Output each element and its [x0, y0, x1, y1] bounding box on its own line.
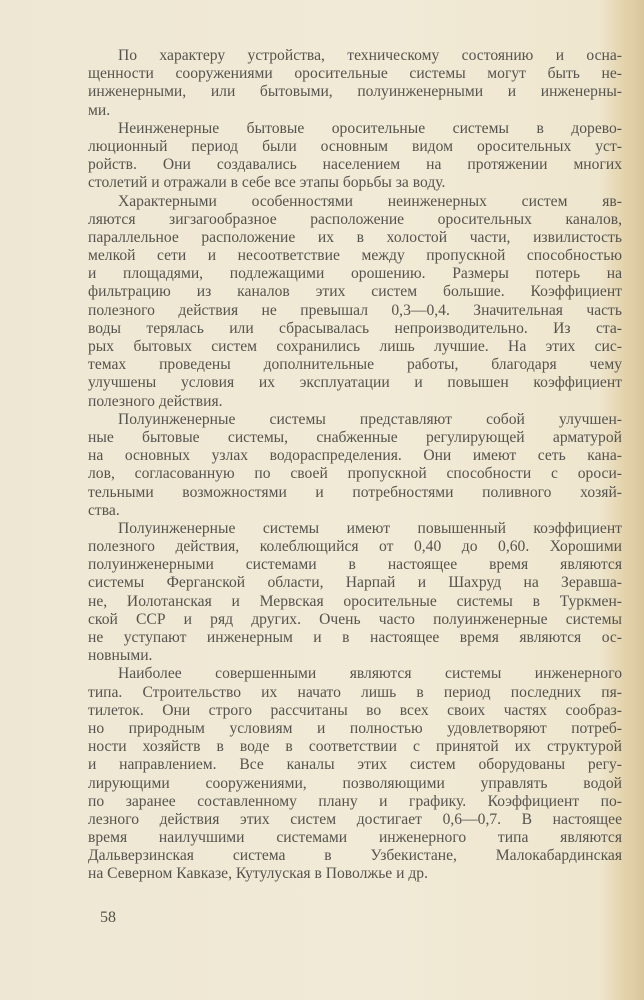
text-line: воды терялась или сбрасывалась непроизводительно. Из ста-	[88, 319, 622, 337]
paragraph	[88, 520, 622, 666]
text-line: инженерными, или бытовыми, полуинженерными и инженерны-	[88, 83, 622, 101]
text-line: ми.	[88, 101, 111, 119]
text-line: тилеток. Они строго рассчитаны во всех своих частях сообраз-	[88, 701, 622, 719]
text-line: на основных узлах водораспределения. Они имеют сеть кана-	[88, 447, 622, 465]
text-line: Наиболее совершенными являются системы инженерного	[118, 665, 622, 683]
text-line: полезного действия не превышал 0,3—0,4. Значительная часть	[88, 301, 622, 319]
text-line: столетий и отражали в себе все этапы борьбы за воду.	[88, 174, 446, 192]
text-line: по заранее составленному плану и графику. Коэффициент по-	[88, 792, 622, 810]
text-line: новными.	[88, 647, 153, 665]
body-text	[88, 47, 622, 884]
paragraph	[88, 47, 622, 120]
text-line: тельными возможностями и потребностями поливного хозяй-	[88, 483, 622, 501]
text-line: улучшены условия их эксплуатации и повышен коэффициент	[88, 374, 622, 392]
text-line: Дальверзинская система в Узбекистане, Малокабардинская	[88, 847, 622, 865]
text-line: ства.	[88, 501, 120, 519]
text-line: По характеру устройства, техническому состоянию и осна-	[118, 47, 622, 64]
text-line: полезного действия.	[88, 392, 223, 410]
text-line: ляются зигзагообразное расположение оросительных каналов,	[88, 210, 622, 228]
text-line: полуинженерными системами в настоящее время являются	[88, 556, 622, 574]
text-line: на Северном Кавказе, Кутулуская в Поволжье и др.	[88, 865, 429, 883]
text-line: Характерными особенностями неинженерных систем яв-	[118, 192, 622, 210]
text-line: ройств. Они создавались населением на протяжении многих	[88, 156, 622, 174]
text-line: не, Иолотанская и Мервская оросительные системы в Туркмен-	[88, 592, 622, 610]
paragraph	[88, 193, 622, 411]
text-line: ской ССР и ряд других. Очень часто полуинженерные системы	[88, 610, 622, 628]
text-line: Неинженерные бытовые оросительные системы в дорево-	[118, 119, 622, 137]
text-line: Полуинженерные системы представляют собой улучшен-	[118, 410, 622, 428]
text-line: и направлением. Все каналы этих систем оборудованы регу-	[88, 756, 622, 774]
text-line: щенности сооружениями оросительные системы могут быть не-	[88, 65, 622, 83]
text-line: не уступают инженерным и в настоящее время являются ос-	[88, 629, 622, 646]
page-number: 58	[100, 909, 116, 926]
text-line: типа. Строительство их начато лишь в период последних пя-	[88, 683, 622, 701]
text-line: Полуинженерные системы имеют повышенный коэффициент	[118, 519, 622, 537]
text-line: люционный период были основным видом оросительных уст-	[88, 137, 622, 155]
text-line: ности хозяйств в воде в соответствии с принятой их структурой	[88, 738, 622, 756]
text-line: лов, согласованную по своей пропускной способности с ороси-	[88, 465, 622, 483]
text-line: фильтрацию из каналов этих систем большие. Коэффициент	[88, 283, 622, 301]
paragraph	[88, 411, 622, 520]
text-line: лезного действия этих систем достигает 0,6—0,7. В настоящее	[88, 810, 622, 828]
text-line: но природным условиям и полностью удовлетворяют потреб-	[88, 719, 622, 737]
text-line: время наилучшими системами инженерного типа являются	[88, 829, 622, 847]
text-line: мелкой сети и несоответствие между пропускной способностью	[88, 247, 622, 265]
paragraph	[88, 665, 622, 883]
text-line: ные бытовые системы, снабженные регулирующей арматурой	[88, 428, 622, 446]
text-line: темах проведены дополнительные работы, благодаря чему	[88, 356, 622, 374]
paragraph	[88, 120, 622, 193]
text-line: системы Ферганской области, Нарпай и Шахруд на Зеравша-	[88, 574, 622, 592]
text-line: и площадями, подлежащими орошению. Размеры потерь на	[88, 265, 622, 283]
text-line: рых бытовых систем сохранились лишь лучшие. На этих сис-	[88, 338, 622, 355]
text-line: полезного действия, колеблющийся от 0,40 до 0,60. Хорошими	[88, 538, 622, 556]
text-line: лирующими сооружениями, позволяющими управлять водой	[88, 774, 622, 792]
text-line: параллельное расположение их в холостой части, извилистость	[88, 228, 622, 246]
